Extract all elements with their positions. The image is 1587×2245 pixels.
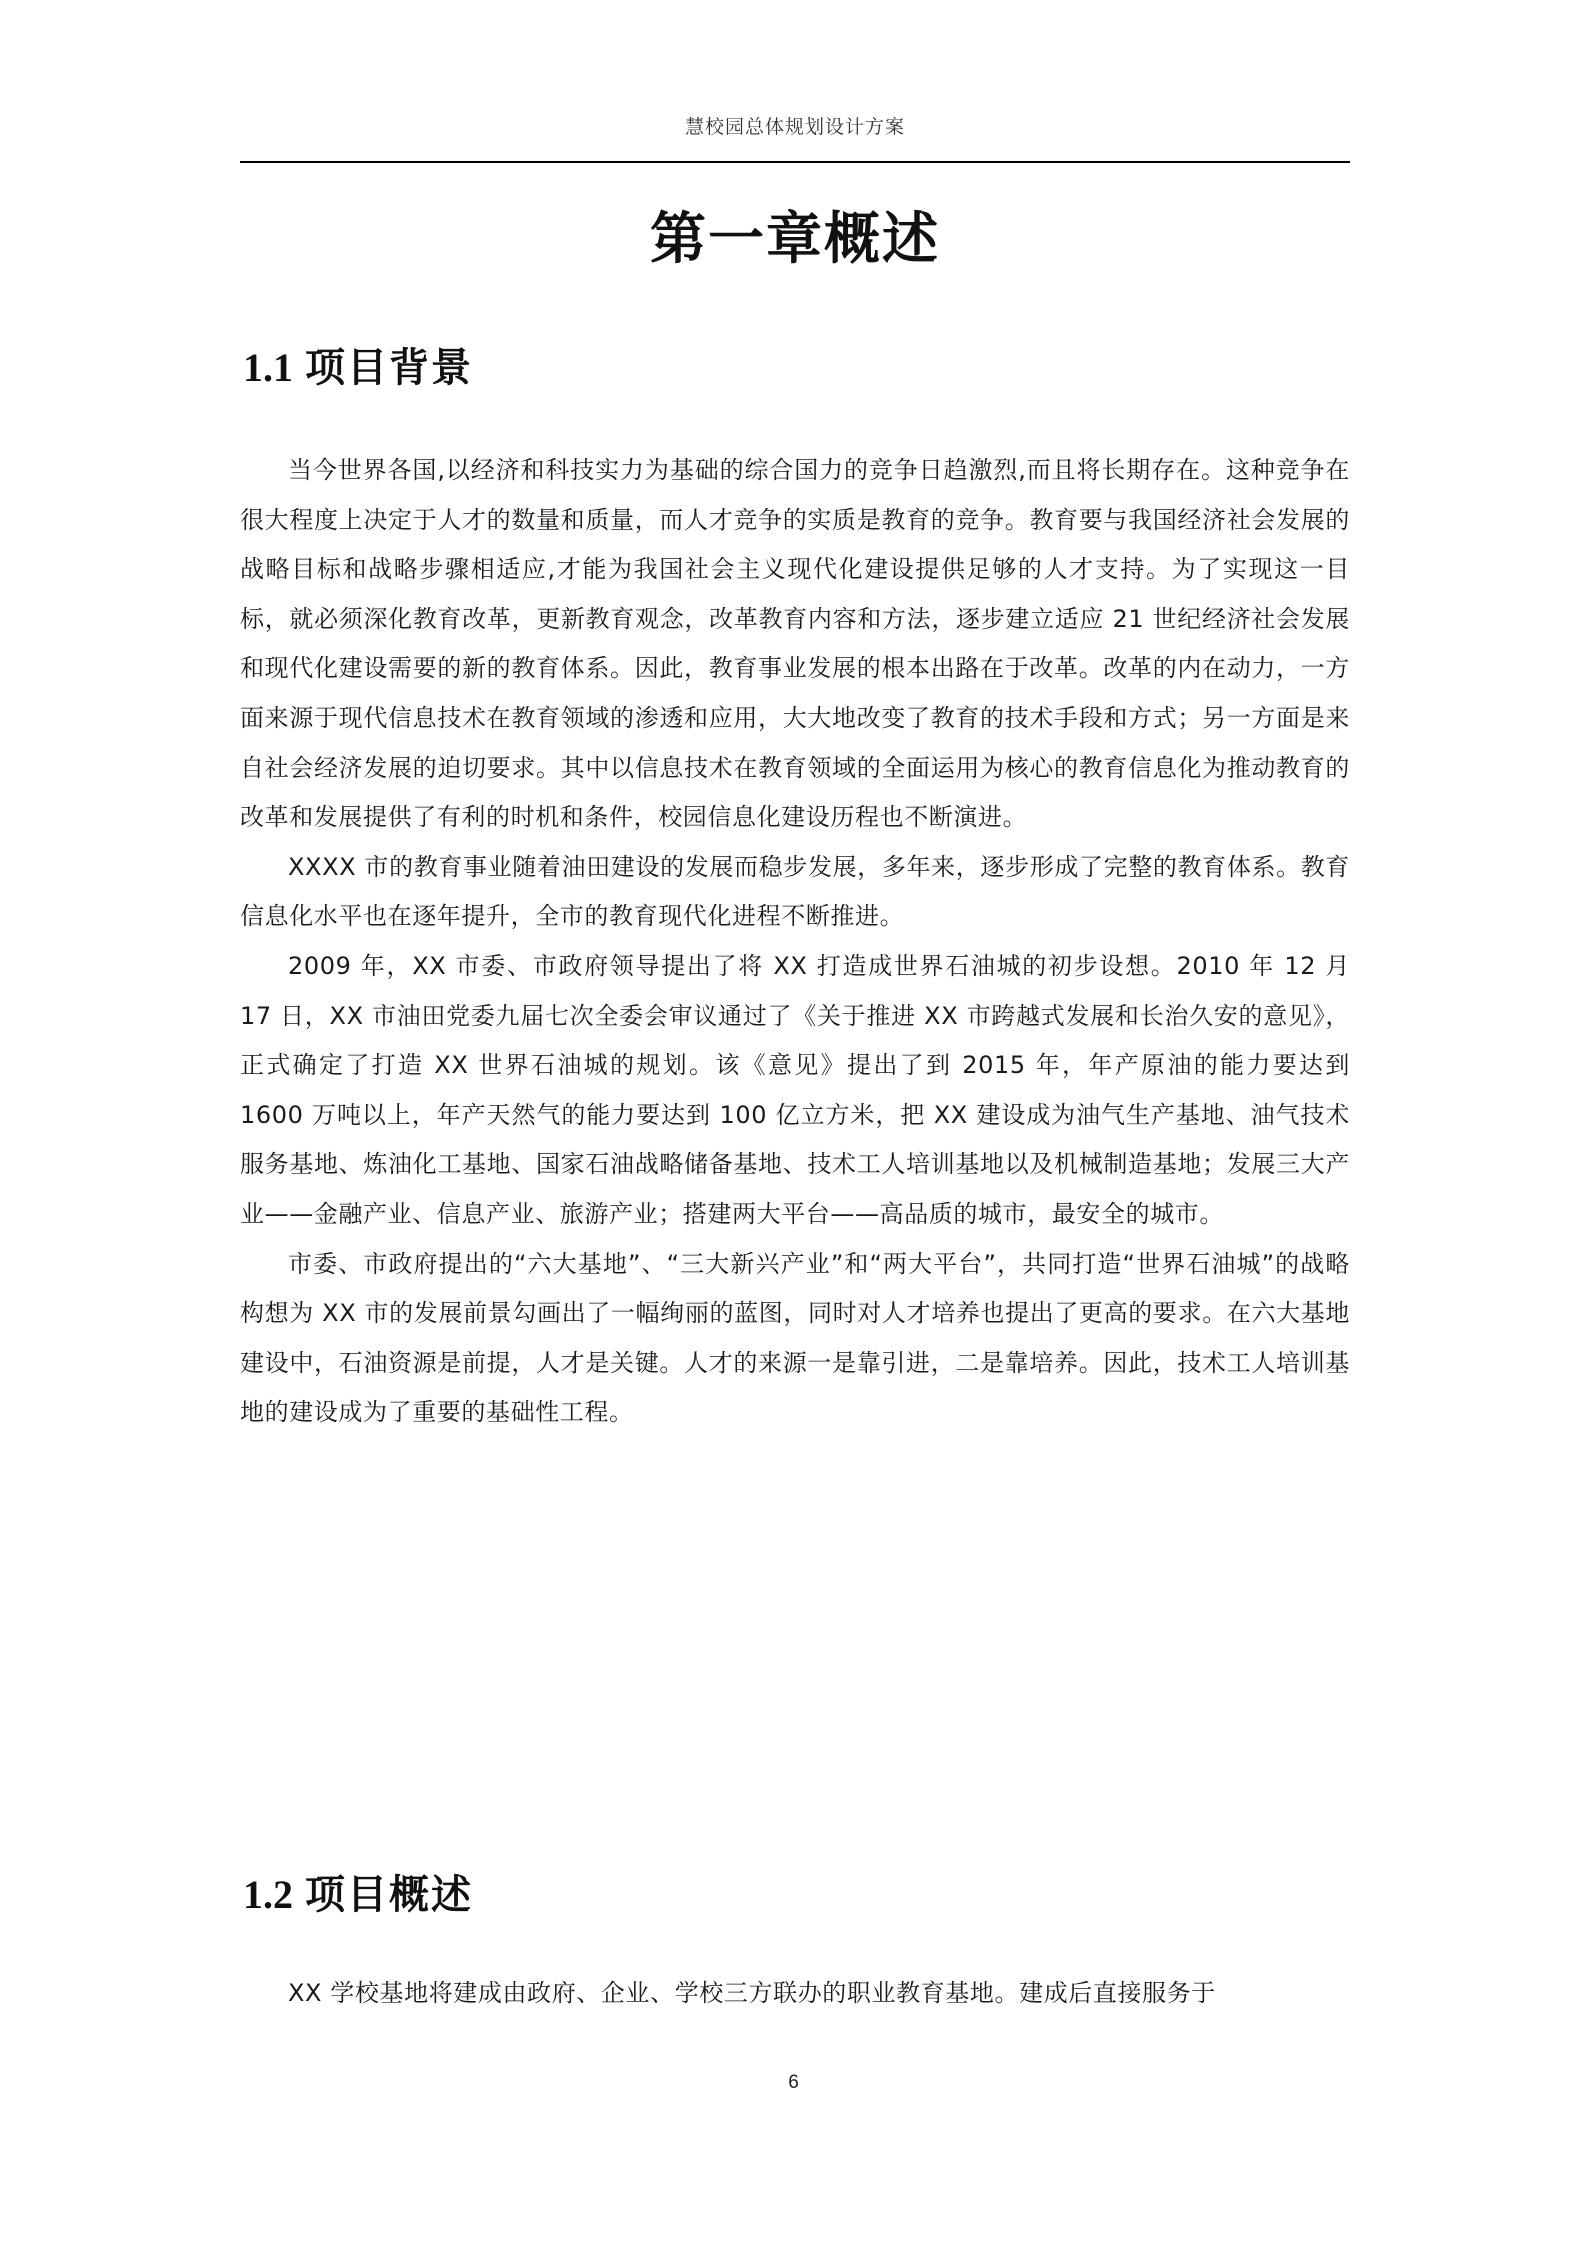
paragraph: XX 学校基地将建成由政府、企业、学校三方联办的职业教育基地。建成后直接服务于 [288,1979,1216,2007]
header-divider [240,161,1350,163]
section-title: 项目概述 [305,1872,473,1918]
section-heading-1-2 [243,1870,473,1920]
section-title: 项目背景 [305,345,473,391]
paragraph: XXXX 市的教育事业随着油田建设的发展而稳步发展，多年来，逐步形成了完整的教育体系。教育信息化水平也在逐年提升，全市的教育现代化进程不断推进。 [240,852,1350,931]
paragraph: 当今世界各国,以经济和科技实力为基础的综合国力的竞争日趋激烈,而且将长期存在。这种竞争在很大程度上决定于人才的数量和质量，而人才竞争的实质是教育的竞争。教育要与我国经济社会发展的战略目标和战略步骤相适应,才能为我国社会主义现代化建设提供足够的人才支持。为了实现这一目标，就必须深化教育改革，更新教育观念，改革教育内容和方法，逐步建立适应 21 世纪经济社会发展和现代化建设需要的新的教育体系。因此，教育事业发展的根本出路在于改革。改革的内在动力，一方面来源于现代信息技术在教育领域的渗透和应用，大大地改变了教育的技术手段和方式；另一方面是来自社会经济发展的迫切要求。其中以信息技术在教育领域的全面运用为核心的教育信息化为推动教育的改革和发展提供了有利的时机和条件，校园信息化建设历程也不断演进。 [240,456,1350,832]
section-body-1-2 [240,1969,1350,2019]
running-header: 慧校园总体规划设计方案 [684,116,905,138]
chapter-title: 第一章概述 [650,207,940,272]
section-number: 1.2 [243,1872,293,1917]
paragraph: 市委、市政府提出的“六大基地”、“三大新兴产业”和“两大平台”，共同打造“世界石油城”的战略构想为 XX 市的发展前景勾画出了一幅绚丽的蓝图，同时对人才培养也提出了更高的要求。在六大基地建设中，石油资源是前提，人才是关键。人才的来源一是靠引进，二是靠培养。因此，技术工人培训基地的建设成为了重要的基础性工程。 [240,1249,1350,1427]
section-number: 1.1 [243,345,293,390]
page-number: 6 [788,2072,799,2093]
paragraph: 2009 年，XX 市委、市政府领导提出了将 XX 打造成世界石油城的初步设想。2010 年 12 月 17 日，XX 市油田党委九届七次全委会审议通过了《关于推进 XX 市跨越式发展和长治久安的意见》，正式确定了打造 XX 世界石油城的规划。该《意见》提出了到 2015 年，年产原油的能力要达到 1600 万吨以上，年产天然气的能力要达到 100 亿立方米，把 XX 建设成为油气生产基地、油气技术服务基地、炼油化工基地、国家石油战略储备基地、技术工人培训基地以及机械制造基地；发展三大产业——金融产业、信息产业、旅游产业；搭建两大平台——高品质的城市，最安全的城市。 [240,951,1350,1228]
section-heading-1-1 [243,343,473,393]
section-body-1-1 [240,446,1350,1438]
